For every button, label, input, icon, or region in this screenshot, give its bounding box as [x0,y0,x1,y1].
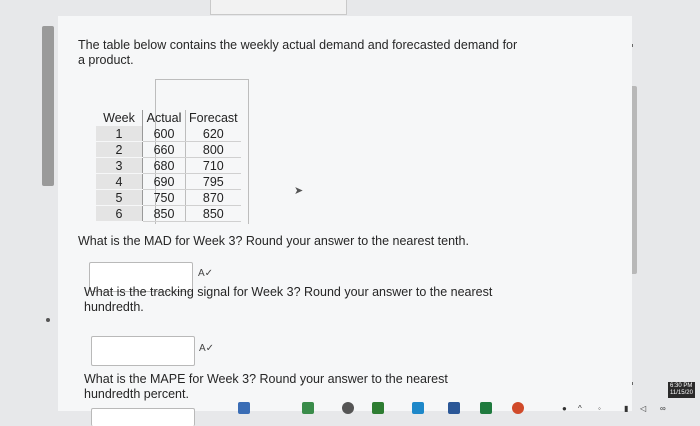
taskbar-app-icon[interactable] [238,402,250,414]
taskbar-app-icon[interactable] [412,402,424,414]
table-row [96,142,241,158]
table-row [96,206,241,222]
network-icon[interactable]: ◦ [598,404,601,413]
tracking-signal-answer-input[interactable] [91,336,195,366]
forecast-cell: 850 [186,206,241,222]
spellcheck-icon[interactable]: A✓ [198,268,214,279]
actual-cell: 850 [143,206,186,222]
question-tracking-signal: What is the tracking signal for Week 3? Round your answer to the nearest hundredth. [84,285,493,314]
excel-icon[interactable] [480,402,492,414]
forecast-cell: 870 [186,190,241,206]
forecast-cell: 620 [186,126,241,142]
table-row [96,174,241,190]
taskbar-app-icon[interactable] [372,402,384,414]
intro-text: The table below contains the weekly actual demand and forecasted demand for a product. [78,38,518,67]
table-row [96,158,241,174]
clock-date: 11/15/20 [670,390,693,396]
avatar-icon[interactable]: ● [562,404,567,413]
clock-time: 6:30 PM [670,383,693,389]
week-cell: 5 [96,190,143,206]
system-tray [562,402,700,422]
header-actual: Actual [146,110,182,125]
left-scroll-thumb[interactable] [42,26,54,186]
battery-icon[interactable]: ▮ [624,404,629,413]
question-mape: What is the MAPE for Week 3? Round your answer to the nearest hundredth percent. [84,372,448,401]
table-row [96,190,241,206]
header-forecast: Forecast [186,110,241,126]
table-row [96,126,241,142]
header-week: Week [96,110,143,126]
actual-cell: 690 [143,174,186,190]
taskbar-app-icon[interactable] [512,402,524,414]
forecast-cell: 795 [186,174,241,190]
left-scroll-dot [46,318,50,322]
actual-cell: 680 [143,158,186,174]
week-cell: 1 [96,126,143,142]
volume-icon[interactable]: ◁ [640,404,647,413]
spellcheck-icon[interactable]: A✓ [199,343,215,354]
actual-cell: 660 [143,142,186,158]
top-tab-strip [210,0,347,15]
question-mad: What is the MAD for Week 3? Round your answer to the nearest tenth. [78,234,469,248]
week-cell: 3 [96,158,143,174]
actual-cell: 600 [143,126,186,142]
taskbar-app-icon[interactable] [302,402,314,414]
cursor-icon: ➤ [294,185,304,197]
week-cell: 2 [96,142,143,158]
demand-table [96,110,241,222]
forecast-cell: 800 [186,142,241,158]
week-cell: 6 [96,206,143,222]
mape-answer-input[interactable] [91,408,195,426]
week-cell: 4 [96,174,143,190]
taskbar-app-icon[interactable] [342,402,354,414]
taskbar-clock[interactable] [668,382,695,398]
actual-cell: 750 [143,190,186,206]
link-icon[interactable]: ∞ [660,404,666,413]
chevron-up-icon[interactable]: ^ [578,404,582,413]
word-icon[interactable] [448,402,460,414]
forecast-cell: 710 [186,158,241,174]
